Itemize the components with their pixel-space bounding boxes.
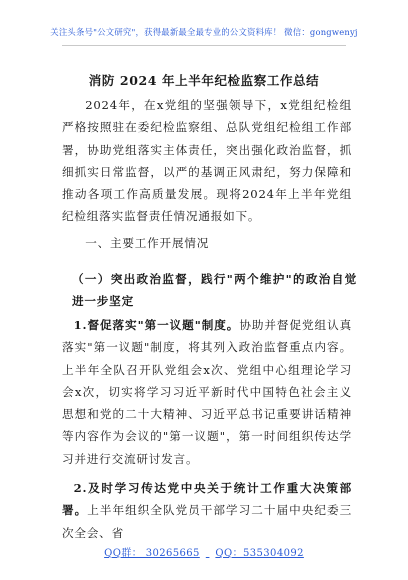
footer-qq[interactable]: QQ：535304092 — [215, 548, 304, 559]
item-2-heading: 2.及时学习传达党中央关于统计工作重大决策部署。 — [62, 481, 352, 518]
top-banner: 关注头条号"公文研究"，获得最新最全最专业的公文资料库！ 微信：gongwenyj — [50, 27, 358, 37]
item-1-heading: 1.督促落实"第一议题"制度。 — [73, 318, 240, 332]
item-2-body: 上半年组织全队党员干部学习二十届中央纪委三次全会、省 — [62, 503, 352, 540]
header-divider — [62, 45, 346, 46]
section-heading: 一、主要工作开展情况 — [85, 236, 210, 250]
item-paragraph-1 — [62, 314, 352, 470]
item-1-body: 协助并督促党组认真落实"第一议题"制度，将其列入政治监督重点内容。上半年全队召开队党组会x次、党组中心组理论学习会x次，切实将学习习近平新时代中国特色社会主义思想和党的二十大精神、习近平总书记重要讲话精神等内容作为会议的"第一议题"，第一时间组织传达学习并进行交流研讨发言。 — [62, 318, 352, 466]
document-title: 消防 2024 年上半年纪检监察工作总结 — [88, 73, 320, 88]
footer-contact — [0, 544, 408, 559]
subsection-heading: （一）突出政治监督，践行"两个维护"的政治自觉进一步坚定 — [72, 272, 357, 309]
item-paragraph-2 — [62, 477, 352, 544]
footer-qq-group[interactable]: QQ群： 30265665 — [104, 548, 200, 559]
intro-paragraph: 2024年，在x党组的坚强领导下，x党组纪检组严格按照驻在委纪检监察组、总队党组纪检组工作部署，协助党组落实主体责任，突出强化政治监督，抓细抓实日常监督，以严的基调正风肃纪，努力保障和推动各项工作高质量发展。现将2024年上半年党组纪检组落实监督责任情况通报如下。 — [62, 98, 352, 224]
